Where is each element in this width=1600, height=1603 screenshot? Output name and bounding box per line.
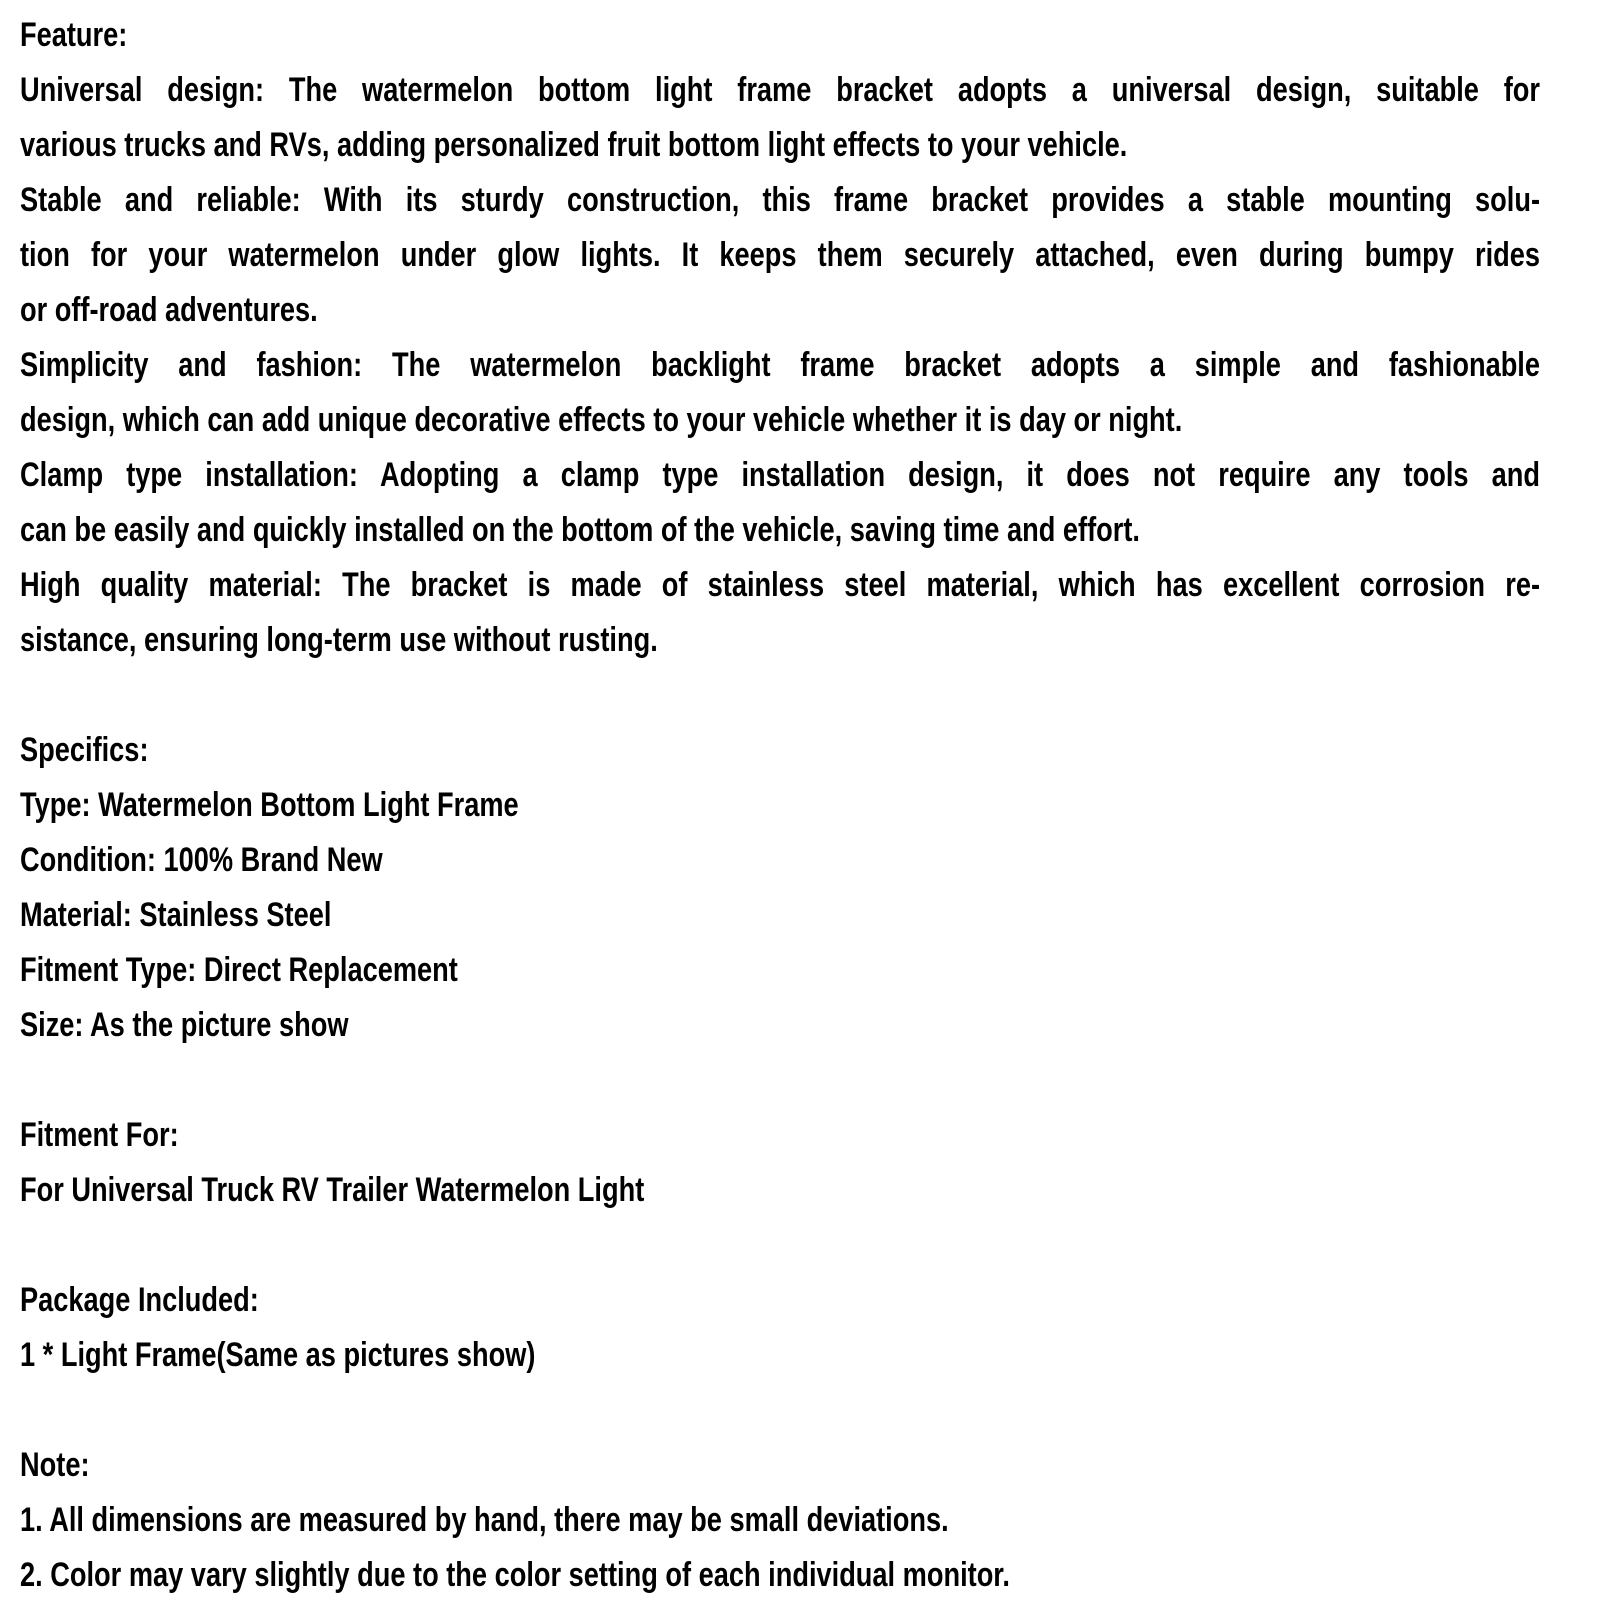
text-line: Simplicity and fashion: The watermelon backlight frame bracket adopts a simple and fashionable	[20, 346, 1540, 384]
description-text-block	[20, 8, 1540, 1603]
text-line: High quality material: The bracket is made of stainless steel material, which has excellent corrosion re-	[20, 566, 1540, 604]
section-heading: Specifics:	[20, 731, 149, 769]
text-line: can be easily and quickly installed on the bottom of the vehicle, saving time and effort.	[20, 511, 1140, 549]
blank-line	[20, 1383, 1540, 1438]
text-line: Universal design: The watermelon bottom light frame bracket adopts a universal design, suitable for	[20, 71, 1540, 109]
blank-line	[20, 1053, 1540, 1108]
text-line: Stable and reliable: With its sturdy construction, this frame bracket provides a stable mounting solu-	[20, 181, 1540, 219]
text-line: Material: Stainless Steel	[20, 896, 332, 934]
text-line: Size: As the picture show	[20, 1006, 349, 1044]
text-line: 2. Color may vary slightly due to the color setting of each individual monitor.	[20, 1556, 1010, 1594]
text-line: design, which can add unique decorative effects to your vehicle whether it is day or night.	[20, 401, 1183, 439]
section-heading: Note:	[20, 1446, 90, 1484]
text-line: tion for your watermelon under glow lights. It keeps them securely attached, even during bumpy rides	[20, 236, 1540, 274]
blank-line	[20, 668, 1540, 723]
text-line: sistance, ensuring long-term use without rusting.	[20, 621, 658, 659]
text-line: Type: Watermelon Bottom Light Frame	[20, 786, 519, 824]
text-line: various trucks and RVs, adding personalized fruit bottom light effects to your vehicle.	[20, 126, 1128, 164]
text-line: 1. All dimensions are measured by hand, there may be small deviations.	[20, 1501, 949, 1539]
section-heading: Fitment For:	[20, 1116, 179, 1154]
text-line: Condition: 100% Brand New	[20, 841, 383, 879]
text-line: For Universal Truck RV Trailer Watermelon Light	[20, 1171, 645, 1209]
text-line: 1 * Light Frame(Same as pictures show)	[20, 1336, 536, 1374]
text-line: or off-road adventures.	[20, 291, 318, 329]
section-heading: Feature:	[20, 16, 128, 54]
section-heading: Package Included:	[20, 1281, 259, 1319]
text-line: Fitment Type: Direct Replacement	[20, 951, 458, 989]
text-line: Clamp type installation: Adopting a clamp type installation design, it does not require any tools and	[20, 456, 1540, 494]
blank-line	[20, 1218, 1540, 1273]
